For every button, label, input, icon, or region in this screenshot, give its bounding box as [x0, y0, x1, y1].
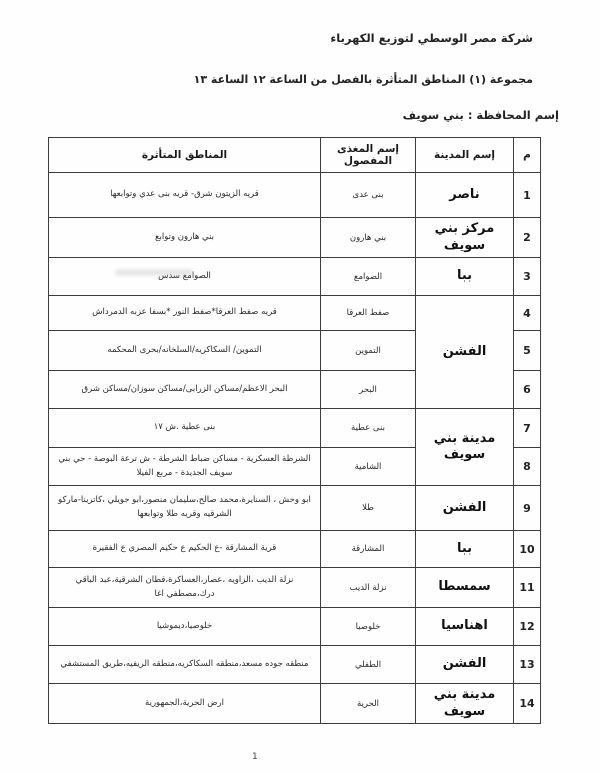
feeder-name-cell: الصوامع — [321, 258, 416, 296]
affected-areas-cell: قريه الزيتون شرق- قريه بنى عدي وتوابعها — [49, 173, 321, 218]
affected-areas-cell: الشرطة العسكرية - مساكن ضباط الشرطة - ش ترعة البوصة - حي بني سويف الجديدة - مربع الفيلا — [49, 448, 321, 486]
table-row — [49, 608, 541, 646]
feeder-name-cell: طلا — [321, 486, 416, 531]
row-index: 1 — [514, 173, 541, 218]
city-name-cell: مدينة بني سويف — [416, 684, 514, 724]
feeder-name-cell: التموين — [321, 331, 416, 371]
city-name-cell: الفشن — [416, 486, 514, 531]
affected-areas-cell: منطقه جوده مسعد،منطقه السكاكريه،منطقه الريفيه،طريق المستشفي — [49, 646, 321, 684]
feeder-name-cell: بني هارون — [321, 218, 416, 258]
row-index: 3 — [514, 258, 541, 296]
scan-artifact — [115, 269, 193, 276]
row-index: 12 — [514, 608, 541, 646]
row-index: 5 — [514, 331, 541, 371]
feeder-name-cell: المشارقة — [321, 531, 416, 568]
table-row — [49, 173, 541, 218]
affected-areas-cell: نزلة الديب ،الزاويه ،عصار،العساكرة،قطان الشرقية،عبد الباقي درك،مصطفي اغا — [49, 568, 321, 608]
feeder-name-cell: بنى عطية — [321, 409, 416, 448]
city-name-cell: ببا — [416, 531, 514, 568]
city-name-cell: مدينة بني سويف — [416, 409, 514, 486]
feeder-name-cell: بنى عدى — [321, 173, 416, 218]
feeder-name-cell: البحر — [321, 371, 416, 409]
page-number: 1 — [252, 752, 258, 762]
affected-areas-cell: خلوصيا،ديموشيا — [49, 608, 321, 646]
governorate-name: إسم المحافظة : بني سويف — [402, 108, 559, 122]
row-index: 13 — [514, 646, 541, 684]
feeder-name-cell: الطفلي — [321, 646, 416, 684]
affected-areas-cell: البحر الاعظم/مساكن الزرابى/مساكن سوزان/مساكن شرق — [49, 371, 321, 409]
header-index: م — [514, 138, 541, 173]
city-name-cell: سمسطا — [416, 568, 514, 608]
affected-areas-cell: الصوامع سدس — [49, 258, 321, 296]
group-title: مجموعة (١) المناطق المتأثرة بالفصل من الساعة ١٢ الساعة ١٣ — [193, 73, 533, 86]
row-index: 8 — [514, 448, 541, 486]
table-row — [49, 646, 541, 684]
company-name: شركة مصر الوسطي لتوزيع الكهرباء — [330, 31, 533, 45]
city-name-cell: مركز بني سويف — [416, 218, 514, 258]
feeder-name-cell: صفط العرقا — [321, 296, 416, 331]
table-row — [49, 296, 541, 331]
affected-areas-cell: قريه صفط العرقا*صفط النور *بسفا عزبه الدمرداش — [49, 296, 321, 331]
table-body — [49, 173, 541, 724]
affected-areas-cell: قرية المشارقة -ع الحكيم ع حكيم المصري ع الفقيرة — [49, 531, 321, 568]
table-header-row — [49, 138, 541, 173]
city-name-cell: اهناسيا — [416, 608, 514, 646]
feeder-name-cell: نزلة الديب — [321, 568, 416, 608]
feeder-name-cell: الحرية — [321, 684, 416, 724]
table-row — [49, 531, 541, 568]
table-row — [49, 568, 541, 608]
table-row — [49, 684, 541, 724]
row-index: 9 — [514, 486, 541, 531]
row-index: 6 — [514, 371, 541, 409]
table-row — [49, 258, 541, 296]
affected-areas-cell: التموين/ السكاكريه/السلخانه/بحرى المحكمه — [49, 331, 321, 371]
city-name-cell: الفشن — [416, 296, 514, 409]
city-name-cell: ببا — [416, 258, 514, 296]
row-index: 10 — [514, 531, 541, 568]
feeder-name-cell: خلوصيا — [321, 608, 416, 646]
row-index: 14 — [514, 684, 541, 724]
city-name-cell: الفشن — [416, 646, 514, 684]
header-areas: المناطق المتأثرة — [49, 138, 321, 173]
affected-areas-cell: ابو وحش ، السنايرة،محمد صالح،سليمان منصور،ابو جويلي ،كاترينا-ماركو الشرقيه وقريه طلا وتوابعها — [49, 486, 321, 531]
row-index: 11 — [514, 568, 541, 608]
header-city: إسم المدينة — [416, 138, 514, 173]
affected-areas-table — [48, 137, 541, 724]
feeder-name-cell: الشامية — [321, 448, 416, 486]
header-feeder: إسم المغذى المفصول — [321, 138, 416, 173]
table-row — [49, 218, 541, 258]
table-row — [49, 486, 541, 531]
row-index: 2 — [514, 218, 541, 258]
row-index: 7 — [514, 409, 541, 448]
table-row — [49, 409, 541, 448]
row-index: 4 — [514, 296, 541, 331]
affected-areas-cell: بني هارون وتوابع — [49, 218, 321, 258]
city-name-cell: ناصر — [416, 173, 514, 218]
affected-areas-cell: بنى عطية .ش ١٧ — [49, 409, 321, 448]
affected-areas-cell: ارض الحرية،الجمهورية — [49, 684, 321, 724]
